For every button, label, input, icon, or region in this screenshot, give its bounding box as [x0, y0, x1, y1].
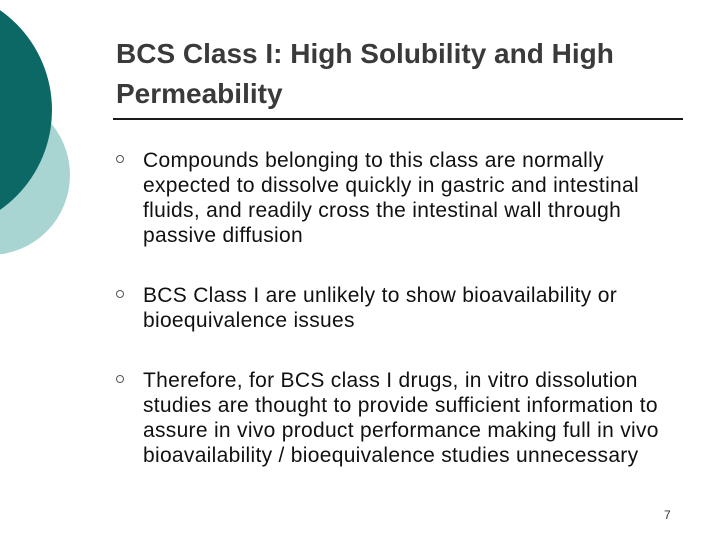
bullet-text: Compounds belonging to this class are normally expected to dissolve quickly in gastric and intestinal fluids, and readily cross the intestinal wall through passive diffusion — [143, 149, 639, 247]
bullet-text: BCS Class I are unlikely to show bioavailability or bioequivalence issues — [143, 284, 617, 332]
title-divider — [113, 118, 683, 120]
bullet-marker-icon — [116, 155, 124, 163]
page-number: 7 — [664, 508, 671, 522]
bullet-marker-icon — [116, 290, 124, 298]
decorative-circles — [0, 0, 90, 300]
bullet-marker-icon — [116, 375, 124, 383]
light-teal-circle — [0, 95, 70, 255]
dark-teal-circle — [0, 0, 52, 232]
bullet-text: Therefore, for BCS class I drugs, in vitro dissolution studies are thought to provide sufficient information to assure in vivo product performance making full in vivo bioavailability / bioequivalence studies unnecessary — [143, 369, 659, 467]
slide-title: BCS Class I: High Solubility and High Permeability — [116, 38, 614, 109]
